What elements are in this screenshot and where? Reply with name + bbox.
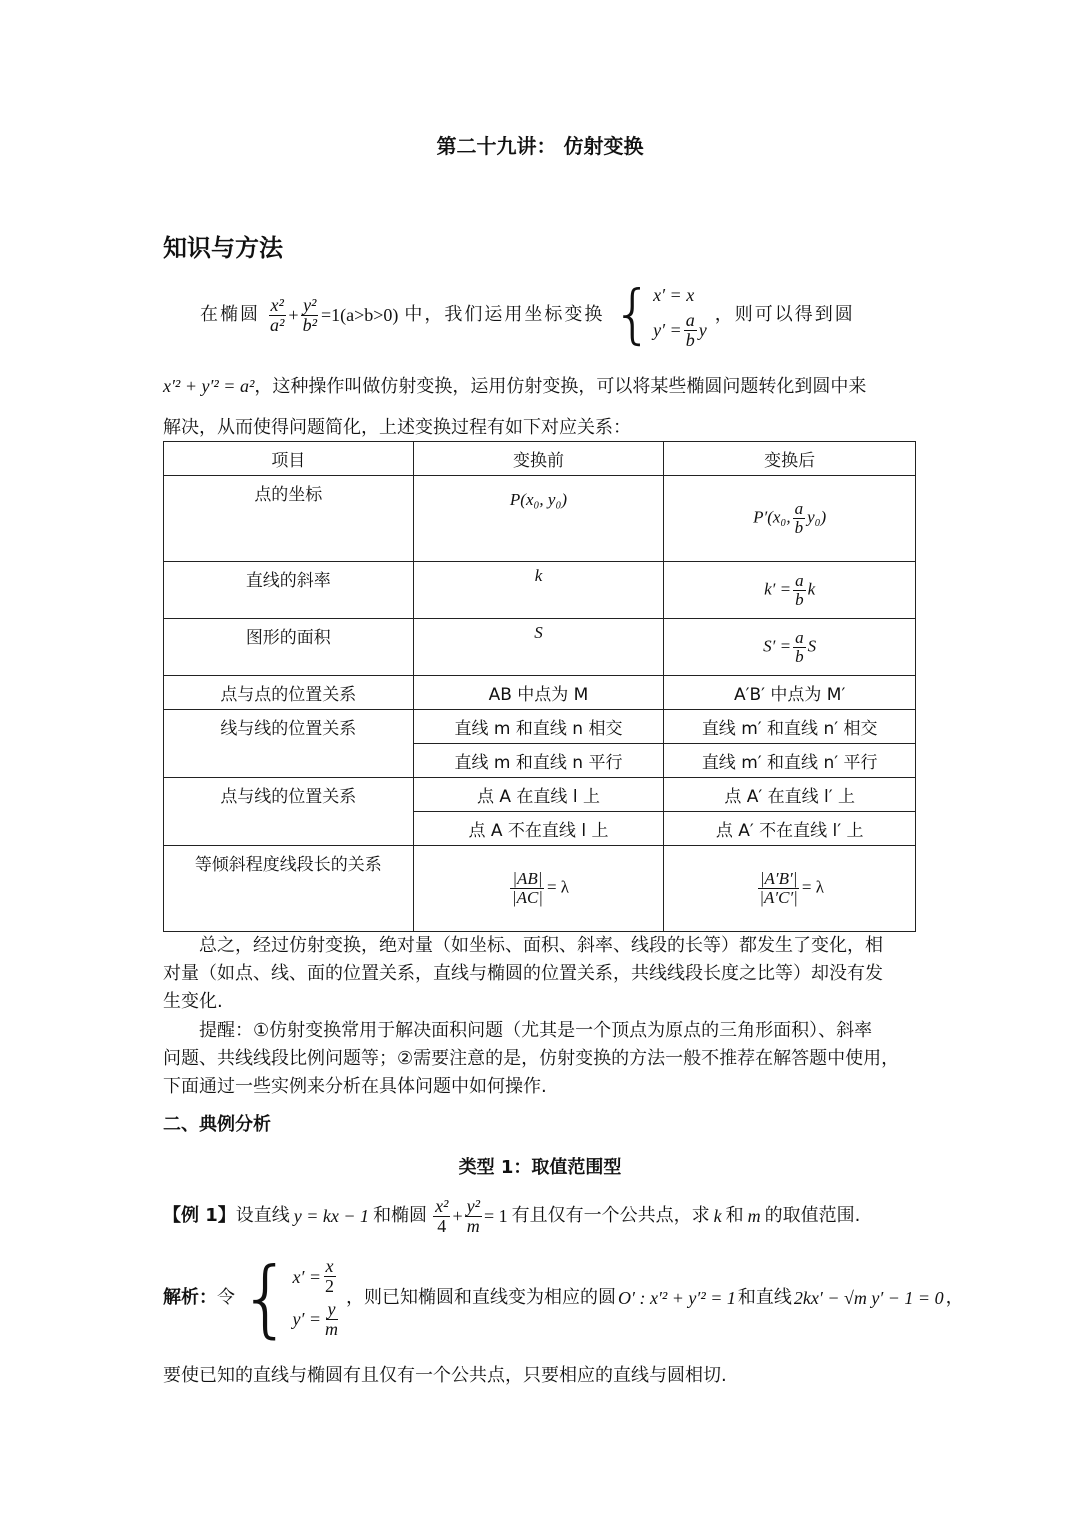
table-cell: 直线 m 和直线 n 平行 <box>413 744 664 778</box>
intro-line-2: x′² + y′² = a²，这种操作叫做仿射变换，运用仿射变换，可以将某些椭圆问题转化到圆中来 <box>163 376 867 397</box>
table-cell: S <box>413 619 664 676</box>
correspondence-table <box>163 441 916 932</box>
summary-paragraph: 总之，经过仿射变换，绝对量（如坐标、面积、斜率、线段的长等）都发生了变化，相 对量（如点、线、面的位置关系，直线与椭圆的位置关系，共线线段长度之比等）却没有发 生变化. <box>163 935 883 1012</box>
table-cell: 图形的面积 <box>164 619 414 676</box>
table-cell: P′(x₀, $\frac{a}{b}$ y₀) <box>664 476 916 562</box>
intro-lead: 在椭圆 <box>200 304 260 325</box>
table-cell: 点与点的位置关系 <box>164 676 414 710</box>
circle-equation: x′² + y′² = a² <box>163 376 255 396</box>
table-cell: S′ = $\frac{a}{b}$ S <box>664 619 916 676</box>
table-cell: 线与线的位置关系 <box>164 710 414 778</box>
table-cell: 点与线的位置关系 <box>164 778 414 846</box>
table-cell: k <box>413 562 664 619</box>
ellipse-equation: $\frac{\text{x²}}{\text{a²}}$ + $\frac{\text{y²}}{\text{b²}}$ =1(a>b>0) <box>270 294 399 335</box>
intro-line-3: 解决，从而使得问题简化，上述变换过程有如下对应关系： <box>163 417 631 438</box>
type-heading: 类型 1：取值范围型 <box>458 1157 622 1178</box>
transform-system: { x′ = x y′ = $\frac{a}{b}$ y <box>612 278 707 352</box>
reminder-paragraph: 提醒：①仿射变换常用于解决面积问题（尤其是一个顶点为原点的三角形面积）、斜率 问题、共线线段比例问题等；②需要注意的是，仿射变换的方法一般不推荐在解答题中使用， 下面通过一些实例来分析在具体问题中如何操作. <box>163 1020 900 1097</box>
table-cell: P(x₀, y₀) <box>413 476 664 562</box>
table-cell: 直线 m 和直线 n 相交 <box>413 710 664 744</box>
solution-conclusion: 要使已知的直线与椭圆有且仅有一个公共点，只要相应的直线与圆相切. <box>163 1365 727 1386</box>
table-header: 变换后 <box>664 442 916 476</box>
table-cell: 点的坐标 <box>164 476 414 562</box>
table-cell: 直线 m′ 和直线 n′ 相交 <box>664 710 916 744</box>
intro-tail: ，则可以得到圆 <box>714 304 855 325</box>
table-cell: 点 A′ 在直线 l′ 上 <box>664 778 916 812</box>
table-header: 变换前 <box>413 442 664 476</box>
page-title: 第二十九讲： 仿射变换 <box>436 134 644 158</box>
intro-mid: 中，我们运用坐标变换 <box>404 304 605 325</box>
table-cell: 点 A 在直线 l 上 <box>413 778 664 812</box>
table-cell: k′ = $\frac{a}{b}$ k <box>664 562 916 619</box>
table-cell: $\frac{|A'B'|}{|A'C'|}$ = λ <box>664 846 916 932</box>
table-cell: A′B′ 中点为 M′ <box>664 676 916 710</box>
solution: 解析： 令 { x′ = $\frac{x}{2}$ y′ = $\frac{y}{m}$ ，则已知椭圆和直线变为相应的圆 O′ : x′² + y′² = 1 和直线 2kx′ − √m y′ − 1 = 0 ， <box>163 1249 964 1347</box>
section-heading-knowledge: 知识与方法 <box>163 234 283 262</box>
table-cell: 点 A 不在直线 l 上 <box>413 812 664 846</box>
table-cell: $\frac{|AB|}{|AC|}$ = λ <box>413 846 664 932</box>
intro-line-1 <box>200 280 855 350</box>
table-cell: AB 中点为 M <box>413 676 664 710</box>
table-header: 项目 <box>164 442 414 476</box>
table-cell: 点 A′ 不在直线 l′ 上 <box>664 812 916 846</box>
section-heading-examples: 二、典例分析 <box>163 1114 271 1135</box>
table-cell: 直线 m′ 和直线 n′ 平行 <box>664 744 916 778</box>
table-cell: 等倾斜程度线段长的关系 <box>164 846 414 932</box>
example-1: 【例 1】 设直线 y = kx − 1 和椭圆 $\frac{\text{x²}}{4}$ + $\frac{\text{y²}}{m}$ = 1 有且仅有一个公共点，求 k 和 m 的取值范围. <box>163 1195 861 1236</box>
table-cell: 直线的斜率 <box>164 562 414 619</box>
